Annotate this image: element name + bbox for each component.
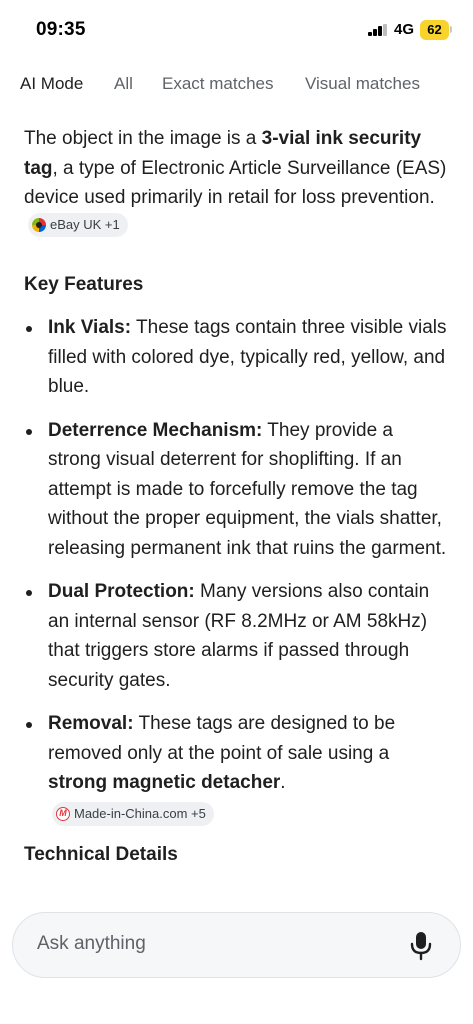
- feature-bold-text: strong magnetic detacher: [48, 772, 281, 793]
- feature-text: They provide a strong visual deterrent for shoplifting. If an attempt is made to forcefully remove the tag without the proper equipment, the vials shatter, releasing permanent ink that ruins the garment.: [48, 419, 447, 559]
- source-chip-ebay[interactable]: [28, 213, 128, 237]
- feature-text: These tags contain three visible vials filled with colored dye, typically red, yellow, and blue.: [48, 317, 447, 397]
- tab-ai-mode[interactable]: AI Mode: [20, 74, 84, 93]
- battery-tip: [450, 26, 452, 33]
- feature-text-end: .: [280, 772, 286, 793]
- intro-text-cont: , a type of Electronic Article Surveillance (EAS) device used primarily in retail for loss prevention.: [24, 157, 447, 208]
- tab-exact-matches[interactable]: Exact matches: [162, 74, 274, 93]
- ask-bar[interactable]: [12, 912, 461, 978]
- source-chip-label: Made-in-China.com +5: [74, 805, 206, 821]
- tab-all[interactable]: All: [114, 74, 133, 93]
- feature-title: Removal:: [48, 713, 134, 734]
- ai-answer: [24, 124, 449, 896]
- intro-text: The object in the image is a: [24, 128, 262, 149]
- source-chip-label: eBay UK +1: [50, 216, 120, 232]
- features-list: [24, 313, 449, 827]
- tab-visual-matches[interactable]: Visual matches: [305, 74, 420, 93]
- section-heading: Key Features: [24, 274, 144, 295]
- ebay-icon: [32, 218, 46, 232]
- status-bar: [0, 0, 473, 58]
- intro-bold-text: 3-vial ink security tag: [24, 128, 422, 179]
- intro-paragraph: [24, 124, 449, 243]
- feature-title: Dual Protection:: [48, 581, 195, 602]
- network-label: 4G: [394, 21, 415, 38]
- status-time: 09:35: [36, 19, 86, 40]
- microphone-icon[interactable]: [410, 931, 432, 961]
- feature-title: Ink Vials:: [48, 317, 132, 338]
- feature-text: These tags are designed to be removed only at the point of sale using a: [48, 713, 396, 764]
- made-in-china-icon: M: [56, 807, 70, 821]
- feature-title: Deterrence Mechanism:: [48, 419, 263, 441]
- section-heading-technical: Technical Details: [24, 844, 178, 865]
- list-item: [24, 313, 449, 402]
- list-item: [24, 709, 449, 827]
- search-mode-tabs: [0, 74, 473, 102]
- ask-input[interactable]: Ask anything: [37, 933, 146, 954]
- content-fade: [0, 880, 473, 910]
- list-item: [24, 577, 449, 695]
- list-item: [24, 416, 449, 564]
- feature-text: Many versions also contain an internal sensor (RF 8.2MHz or AM 58kHz) that triggers store alarms if passed through security gates.: [48, 581, 430, 691]
- signal-icon: [368, 24, 388, 36]
- source-chip-made-in-china[interactable]: [52, 802, 214, 826]
- battery-icon: 62: [420, 20, 449, 40]
